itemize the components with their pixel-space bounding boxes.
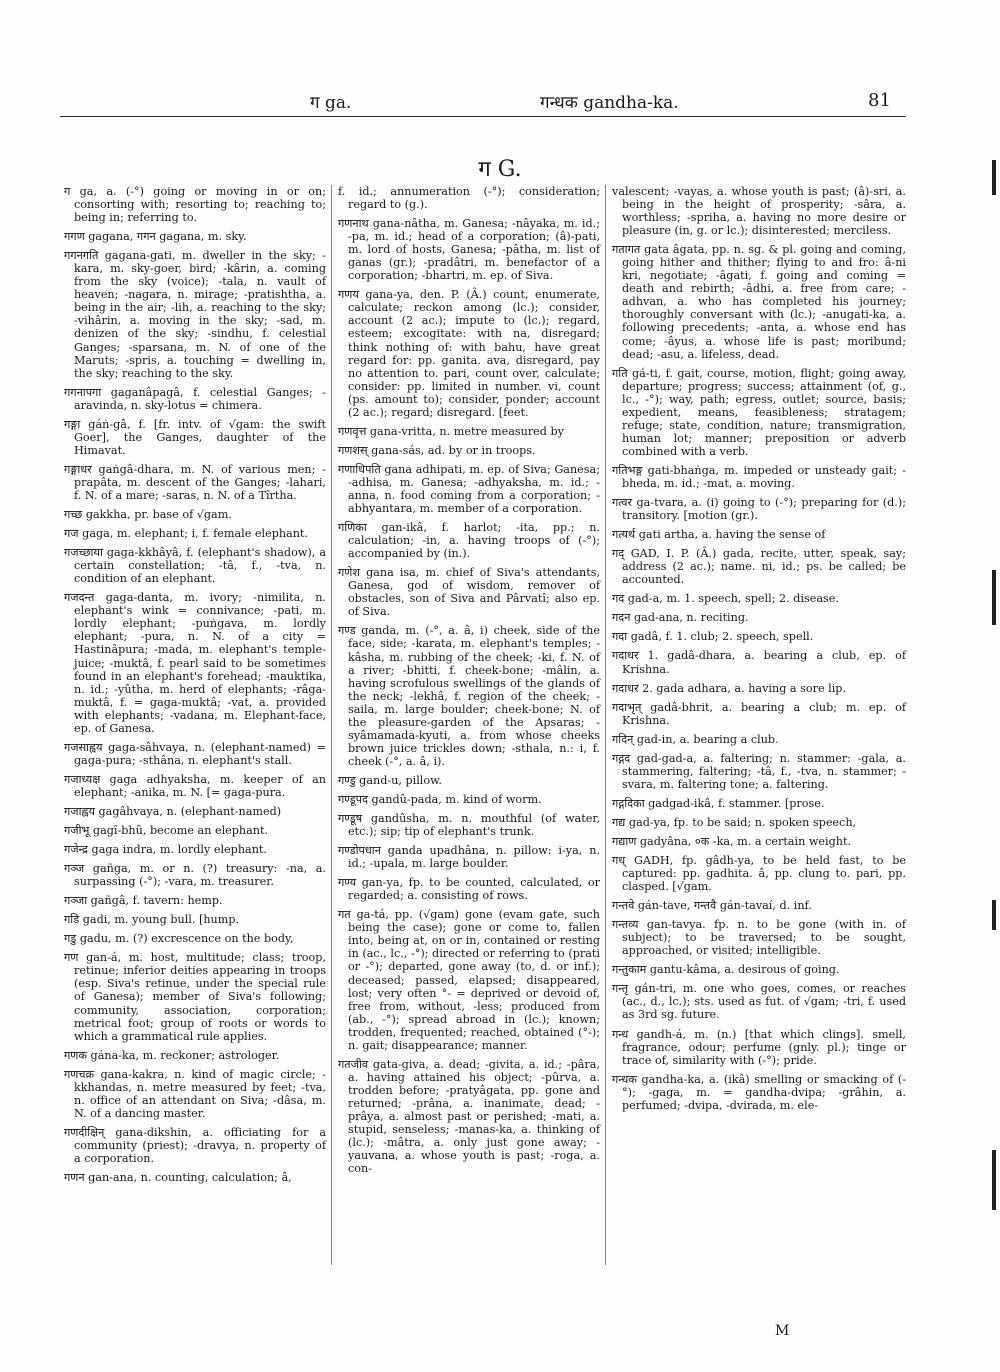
dictionary-entry: गणनाथ gana-nâtha, m. Ganesa; -nâyaka, m. id.; -pa, m. id.; head of a corporation; (â)-pati, m. lord of hosts, Ganesa; -pâtha, m. list of ganas (gr.); -pradâtri, m. benefactor of a corporation; -bhartri, m. ep. of Siva.	[338, 217, 600, 283]
dictionary-entry: गज gaga, m. elephant; i, f. female elephant.	[64, 527, 308, 541]
dictionary-entry: गण gan-á, m. host, multitude; class; troop, retinue; inferior deities appearing in troops (esp. Siva's retinue, under the special rule of Ganesa); member of Siva's following; community, association, corporation; metrical foot; group of roots or words to which a grammatical rule applies.	[64, 951, 326, 1043]
dictionary-entry: गन्तुकाम gantu-kâma, a. desirous of going.	[612, 963, 840, 977]
dictionary-entry: गजीभू gagî-bhû, become an elephant.	[64, 824, 269, 838]
dictionary-entry: गणशस् gana-sás, ad. by or in troops.	[338, 443, 536, 457]
dictionary-entry: गजाध्यक्ष gaga adhyaksha, m. keeper of an elephant; -anika, m. N. [= gaga-pura.	[64, 772, 326, 799]
dictionary-entry: गणक gána-ka, m. reckoner; astrologer.	[64, 1048, 280, 1062]
dictionary-entry: गञ्जा gañgâ, f. tavern: hemp.	[64, 894, 223, 908]
dictionary-entry: गच्छ gakkha, pr. base of √gam.	[64, 508, 232, 522]
running-head-right: गन्धक gandha-ka.	[540, 93, 679, 113]
dictionary-entry: गत्वर ga-tvara, a. (i) going to (-°); preparing for (d.); transitory. [motion (gr.).	[612, 496, 906, 523]
dictionary-entry: गङ्गाधर gaṅgâ-dhara, m. N. of various men; -prapâta, m. descent of the Ganges; -lahari, f. N. of a mare; -saras, n. N. of a Tîrtha.	[64, 462, 326, 502]
dictionary-entry: गण्डोपधान ganda upadhâna, n. pillow: i-ya, n. id.; -upala, m. large boulder.	[338, 844, 600, 871]
column-2	[338, 185, 600, 1181]
dictionary-entry: गदाधर 2. gada adhara, a. having a sore lip.	[612, 681, 847, 695]
dictionary-entry: गद्य gad-ya, fp. to be said; n. spoken speech,	[612, 815, 857, 829]
column-divider	[605, 185, 606, 1265]
scan-edge-mark	[992, 900, 996, 930]
dictionary-entry: गणेश gana isa, m. chief of Siva's attendants, Ganesa, god of wisdom, remover of obstacles, son of Siva and Pârvatî; also ep. of Siva.	[338, 566, 600, 619]
dictionary-entry: गदिन् gad-in, a. bearing a club.	[612, 732, 779, 746]
dictionary-entry: गजसाह्वय gaga-sâhvaya, n. (elephant-named) = gaga-pura; -sthâna, n. elephant's stall.	[64, 740, 326, 767]
dictionary-entry: गण्डूपद gandû-pada, m. kind of worm.	[338, 792, 542, 806]
dictionary-entry: गत्यर्थ gati artha, a. having the sense of	[612, 528, 826, 542]
dictionary-entry: गद्गदिका gadgad-ikâ, f. stammer. [prose.	[612, 796, 825, 810]
section-heading: ग G.	[478, 157, 522, 182]
dictionary-entry: गन्धक gandha-ka, a. (ikâ) smelling or smacking of (-°); -gaga, m. = gandha-dvipa; -grâhin, a. perfumed; -dvipa, -dvirada, m. ele-	[612, 1072, 906, 1112]
dictionary-entry: गन्तवे gán-tave, गन्तवै gán-tavaí, d. inf.	[612, 899, 812, 913]
column-1	[64, 185, 326, 1190]
dictionary-entry: गञ्ज gañga, m. or n. (?) treasury: -na, a. surpassing (-°); -vara, m. treasurer.	[64, 862, 326, 889]
dictionary-entry: गतागत gata âgata, pp. n. sg. & pl. going and coming, going hither and thither; flying to and fro: â-ni kri, negotiate; -âgati, f. going and coming = death and rebirth; -âdhi, a. free from care; -adhvan, a. who has completed his journey; thoroughly conversant with (lc.); -anugati-ka, a. following precedents; -anta, a. whose end has come; -âyus, a. whose life is past; moribund; dead; -asu, a. lifeless, dead.	[612, 243, 906, 361]
dictionary-entry: गन्ध gandh-á, m. (n.) [that which clings]. smell, fragrance, odour; perfume (gnly. pl.); tinge or trace of, similarity with (-°); pride.	[612, 1027, 906, 1067]
dictionary-entry: गद्गद gad-gad-a, a. faltering; n. stammer: -gala, a. stammering, faltering; -tâ, f., -tva, n. stammer; -svara, m. faltering tone; a. faltering.	[612, 751, 906, 791]
dictionary-entry: गणय gana-ya, den. P. (Â.) count, enumerate, calculate; reckon among (lc.); consider, account (2 ac.); impute to (lc.); regard, esteem; excogitate: with na, disregard; think nothing of: with bahu, have great regard for: pp. ganita. ava, disregard, pay no attention to. pari, count over, calculate; consider: pp. limited in number. vi, count (ps. amount to); consider, ponder; account (2 ac.); regard; disregard. [feet.	[338, 288, 600, 419]
running-head-left: ग ga.	[310, 93, 352, 113]
dictionary-entry: गणवृत्त gana-vritta, n. metre measured by	[338, 424, 564, 438]
dictionary-entry: गति gá-ti, f. gait, course, motion, flight; going away, departure; progress; success; attainment (of, g., lc., -°); way, path; egress, outlet; source, basis; expedient, means, feasibleness; stratagem; refuge; state, condition, nature; transmigration, human lot; manner; preposition or adverb combined with a verb.	[612, 366, 906, 458]
dictionary-entry: गणदीक्षिन् gana-dikshin, a. officiating for a community (priest); -dravya, n. property of a corporation.	[64, 1125, 326, 1165]
dictionary-entry: गत ga-tá, pp. (√gam) gone (evam gate, such being the case); gone or come to, fallen into, being at, on or in, contained or resting in (ac., lc., -°); directed or referring to (prati or -°); departed, gone away (to, d. or inf.); deceased; passed, elapsed; disappeared, lost; very often °- = deprived or devoid of, free from, without, -less; produced from (ab., -°); spread abroad in (lc.); known; trodden, frequented; reached, obtained (°-); n. gait; disappearance; manner.	[338, 908, 600, 1052]
dictionary-entry: f. id.; annumeration (-°); consideration; regard to (g.).	[338, 185, 600, 212]
dictionary-entry: गद gad-a, m. 1. speech, spell; 2. disease.	[612, 592, 839, 606]
dictionary-entry: गन्तृ gán-tri, m. one who goes, comes, or reaches (ac., d., lc.); sts. used as fut. of √gam; -tri, f. used as 3rd sg. future.	[612, 982, 906, 1022]
dictionary-entry: गगण gagana, गगन gagana, m. sky.	[64, 230, 247, 244]
scan-edge-mark	[992, 570, 996, 625]
dictionary-entry: गडि gadi, m. young bull. [hump.	[64, 913, 240, 927]
dictionary-entry: गतजीव gata-giva, a. dead; -givita, a. id.; -pâra, a. having attained his object; -pûrva, a. trodden before; -pratyâgata, pp. gone and returned; -prâna, a. inanimate, dead; -prâya, a. almost past or perished; -mati, a. stupid, senseless; -manas-ka, a. thinking of (lc.); -mâtra, a. only just gone away; -yauvana, a. whose youth is past; -roga, a. con-	[338, 1057, 600, 1176]
dictionary-entry: गद्याण gadyâna, ०क -ka, m. a certain weight.	[612, 834, 852, 848]
dictionary-entry: ग ga, a. (-°) going or moving in or on; consorting with; resorting to; reaching to; being in; referring to.	[64, 185, 326, 225]
dictionary-entry: गण्डूष gandûsha, m. n. mouthful (of water, etc.); sip; tip of elephant's trunk.	[338, 812, 600, 839]
dictionary-entry: गजच्छाया gaga-kkhâyâ, f. (elephant's shadow), a certain constellation; -tâ, f., -tva, n. condition of an elephant.	[64, 546, 326, 586]
dictionary-entry: valescent; -vayas, a. whose youth is past; (â)-sri, a. being in the height of prosperity; -sâra, a. worthless; -spriha, a. having no more desire or pleasure (in, g. or lc.); disinterested; merciless.	[612, 185, 906, 238]
dictionary-entry: गणिका gan-ikâ, f. harlot; -ita, pp.; n. calculation; -in, a. having troops of (-°); accompanied by (in.).	[338, 521, 600, 561]
dictionary-entry: गन्तव्य gan-tavya. fp. n. to be gone (with in. of subject); to be traversed; to be sought, approached, or visited; intelligible.	[612, 918, 906, 958]
dictionary-entry: गङ्गा gáṅ-gâ, f. [fr. intv. of √gam: the swift Goer], the Ganges, daughter of the Himavat.	[64, 417, 326, 457]
dictionary-entry: गडु gadu, m. (?) excrescence on the body,	[64, 932, 294, 946]
dictionary-entry: गतिभङ्ग gati-bhaṅga, m. impeded or unsteady gait; -bheda, m. id.; -mat, a. moving.	[612, 463, 906, 490]
column-3	[612, 185, 906, 1118]
dictionary-entry: गदाभृत् gadâ-bhrit, a. bearing a club; m. ep. of Krishna.	[612, 700, 906, 727]
dictionary-entry: गण्डु gand-u, pillow.	[338, 773, 442, 787]
dictionary-entry: गगनगति gagana-gati, m. dweller in the sky; -kara, m. sky-goer, bird; -kârin, a. coming from the sky (voice); -tala, n. vault of heaven; -nagara, n. mirage; -pratishtha, a. being in the air; -lih, a. reaching to the sky; -vihârin, a. moving in the sky; -sad, m. denizen of the sky; -sindhu, f. celestial Ganges; -sparsana, m. N. of one of the Maruts; -spris, a. touching = dwelling in, the sky; reaching to the sky.	[64, 249, 326, 380]
dictionary-entry: गद् GAD, I. P. (Â.) gada, recite, utter, speak, say; address (2 ac.); name. ni, id.; ps. be called; be accounted.	[612, 547, 906, 587]
dictionary-entry: गणन gan-ana, n. counting, calculation; â,	[64, 1171, 292, 1185]
column-divider	[331, 185, 332, 1265]
dictionary-entry: गण्य gan-ya, fp. to be counted, calculated, or regarded; a. consisting of rows.	[338, 876, 600, 903]
dictionary-entry: गदन gad-ana, n. reciting.	[612, 611, 749, 625]
dictionary-entry: गण्ड ganda, m. (-°, a. â, i) cheek, side of the face, side; -karata, m. elephant's temples; -kâsha, m. rubbing of the cheek; -ki, f. N. of a river; -bhitti, f. cheek-bone; -mâlin, a. having scrofulous swellings of the glands of the neck; -lekhâ, f. region of the cheek; -saila, m. large boulder; cheek-bone; N. of the pleasure-garden of the Apsaras; -syâmamada-kyuti, a. from whose cheeks brown juice trickles down; -sthala, n.: i, f. cheek (-°, a. â, i).	[338, 624, 600, 768]
scan-edge-mark	[992, 1150, 996, 1210]
signature-mark: M	[775, 1323, 790, 1339]
dictionary-entry: गणचक्र gana-kakra, n. kind of magic circle; -kkhandas, n. metre measured by feet; -tva, n. office of an attendant on Siva; -dâsa, m. N. of a dancing master.	[64, 1067, 326, 1120]
scan-edge-mark	[992, 160, 996, 195]
dictionary-entry: गजेन्द्र gaga indra, m. lordly elephant.	[64, 843, 267, 857]
dictionary-entry: गजाह्वय gagâhvaya, n. (elephant-named)	[64, 804, 282, 818]
page-number: 81	[868, 90, 891, 111]
dictionary-entry: गजदन्त gaga-danta, m. ivory; -nimilita, n. elephant's wink = connivance; -pati, m. lordly elephant; -puṅgava, m. lordly elephant; -pura, n. N. of a city = Hastinâpura; -mada, m. elephant's temple-juice; -muktâ, f. pearl said to be sometimes found in an elephant's forehead; -mauktika, n. id.; -yûtha, m. herd of elephants; -râga-muktâ, f. = gaga-muktâ; -vat, a. provided with elephants; -vadana, m. Elephant-face, ep. of Ganesa.	[64, 591, 326, 735]
dictionary-entry: गणाधिपति gana adhipati, m. ep. of Siva; Ganesa; -adhisa, m. Ganesa; -adhyaksha, m. id.; -anna, n. food coming from a corporation; -abhyantara, m. member of a corporation.	[338, 462, 600, 516]
dictionary-entry: गगनापगा gaganâpagâ, f. celestial Ganges; -aravinda, n. sky-lotus = chimera.	[64, 385, 326, 412]
dictionary-entry: गदा gadâ, f. 1. club; 2. speech, spell.	[612, 630, 814, 644]
dictionary-entry: गध् GADH, fp. gâdh-ya, to be held fast, to be captured: pp. gadhita. â, pp. clung to. pari, pp. clasped. [√gam.	[612, 854, 906, 894]
header-rule	[60, 116, 906, 117]
dictionary-entry: गदाधर 1. gadâ-dhara, a. bearing a club, ep. of Krishna.	[612, 649, 906, 676]
